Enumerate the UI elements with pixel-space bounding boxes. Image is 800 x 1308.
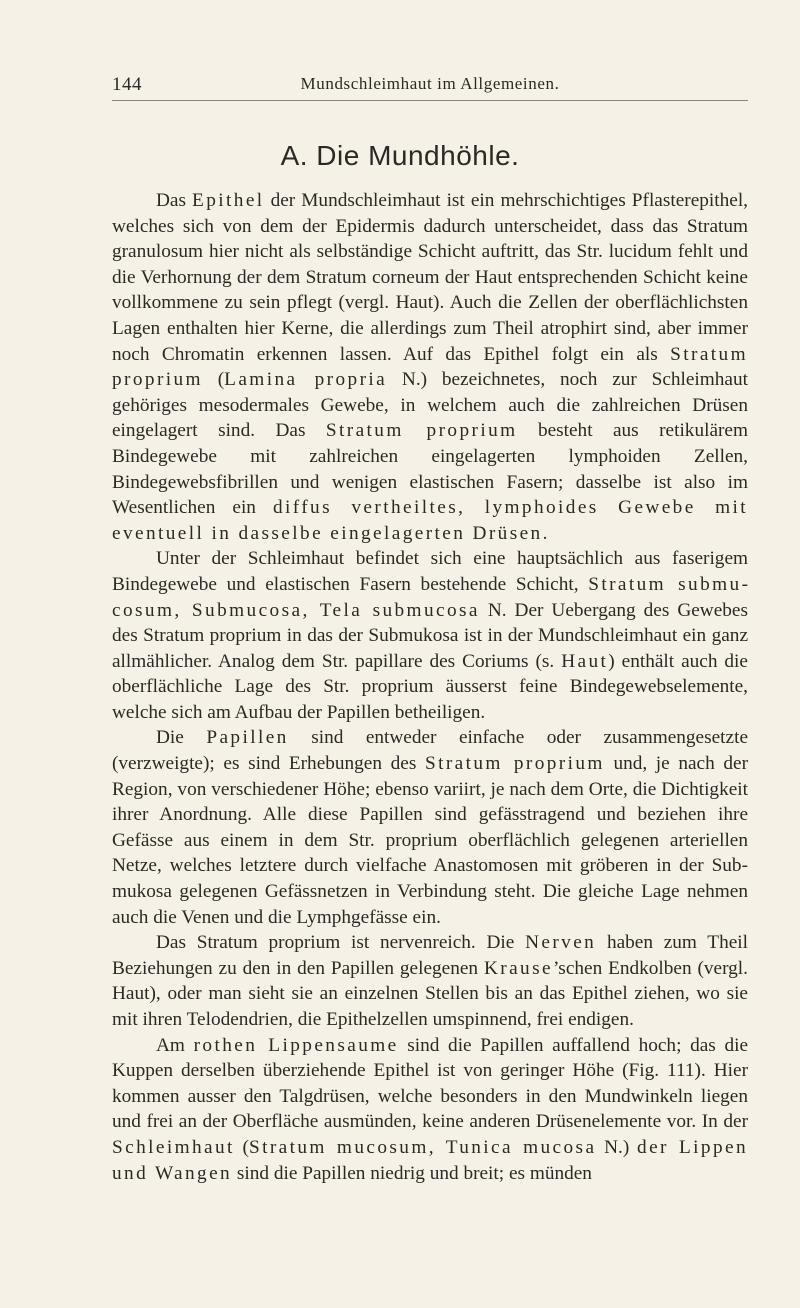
- emphasized-term: Stratum proprium: [325, 420, 518, 442]
- text-run: ’schen Endkolben (vergl. Haut), oder man sieht sie an einzelnen Stellen bis an das Epithel ziehen, wo sie mit ihren Telodendrien, die Epithelzellen umspinnend, frei endigen.: [112, 957, 748, 1030]
- emphasized-term: Haut: [561, 650, 609, 672]
- emphasized-term: diffus vertheiltes, lymphoides Gewebe mit eventuell in dasselbe eingelagerten Drüsen.: [112, 497, 748, 544]
- emphasized-term: Krause: [483, 957, 553, 979]
- text-run: sind entweder einfache oder zusammengesetzte (verzweigte); es sind Erhebungen des: [112, 727, 748, 775]
- emphasized-term: der Lippen und Wangen: [112, 1136, 748, 1184]
- text-run: und, je nach der Region, von verschiedener Höhe; ebenso variirt, je nach dem Orte, die Dichtigkeit ihrer Anordnung. Alle diese Papillen sind gefässtragend und beziehen ihre Gefässe aus einem in dem Str. proprium oberflächlich gelegenen arteriellen Netze, welches letztere durch vielfache Anastomosen mit gröberen in der Submukosa gelegenen Gefässnetzen in Verbindung steht. Die gleiche Lage nehmen auch die Venen und die Lymphgefässe ein.: [112, 753, 748, 928]
- body-text: [112, 188, 748, 1186]
- emphasized-term: rothen Lippensaume: [193, 1034, 399, 1056]
- paragraph-papillen: [112, 725, 748, 930]
- emphasized-term: Epithel: [192, 190, 265, 211]
- text-run: N. Der Uebergang des Gewebes des Stratum proprium in das der Submukosa ist in der Mundschleimhaut ein ganz allmählicher. Analog dem Str. papillare des Coriums (s.: [112, 599, 748, 672]
- text-run: sind die Papillen auffallend hoch; das die Kuppen derselben überziehende Epithel ist von geringer Höhe (Fig. 111). Hier kommen ausser den Talgdrüsen, welche besonders in den Mundwinkeln liegen und frei an der Oberfläche ausmünden, keine anderen Drüsenelemente vor. In der: [112, 1034, 749, 1133]
- emphasized-term: Stratum submucosum, Submucosa, Tela submucosa: [112, 573, 748, 621]
- text-run: ) enthält auch die oberflächliche Lage des Str. proprium äusserst feine Bindegewebselemente, welche sich am Aufbau der Papillen betheiligen.: [112, 650, 748, 723]
- paragraph-nerven: [112, 930, 748, 1032]
- page-number: 144: [112, 74, 142, 95]
- text-run: der Mundschleimhaut ist ein mehrschichtiges Pflasterepithel, welches sich von dem der Epidermis dadurch unterscheidet, dass das Stratum granulosum hier nicht als selbständige Schicht auftritt, das Str. lucidum fehlt und die Verhornung der dem Stratum corneum der Haut entsprechenden Schicht keine vollkommene zu sein pflegt (vergl. Haut). Auch die Zellen der oberflächlichsten Lagen enthalten hier Kerne, die allerdings zum Theil atrophirt sind, aber immer noch Chromatin erkennen lassen. Auf das Epithel folgt ein als: [112, 190, 748, 365]
- emphasized-term: Schleimhaut: [112, 1136, 235, 1158]
- text-run: sind die Papillen niedrig und breit; es münden: [232, 1162, 592, 1184]
- text-run: haben zum Theil Beziehungen zu den in den Papillen gelegenen: [112, 932, 748, 979]
- paragraph-submucosa: [112, 546, 748, 725]
- text-run: Das Stratum proprium ist nervenreich. Die: [156, 932, 526, 954]
- emphasized-term: Stratum proprium: [424, 753, 605, 775]
- emphasized-term: Nerven: [525, 932, 597, 954]
- text-run: N.) bezeichnetes, noch zur Schleimhaut gehöriges mesodermales Gewebe, in welchem auch die zahlreichen Drüsen eingelagert sind. Das: [112, 369, 748, 442]
- text-run: Unter der Schleimhaut befindet sich eine hauptsächlich aus faserigem Bindegewebe und elastischen Fasern bestehende Schicht,: [112, 548, 748, 595]
- text-run: Am: [156, 1034, 194, 1056]
- paragraph-lippensaum: [112, 1033, 748, 1187]
- text-run: besteht aus retikulärem Bindegewebe mit zahlreichen eingelagerten lymphoiden Zellen, Bindegewebsfibrillen und wenigen elastischen Fasern; dasselbe ist also im Wesentlichen ein: [112, 420, 748, 519]
- text-run: Die: [156, 727, 207, 749]
- text-run: (: [202, 369, 225, 391]
- section-heading: A. Die Mundhöhle.: [280, 140, 520, 171]
- running-head: [112, 74, 748, 104]
- text-run: Das: [156, 190, 193, 211]
- text-run: (: [234, 1136, 249, 1158]
- emphasized-term: Stratum proprium: [112, 343, 748, 391]
- text-run: N.): [596, 1136, 638, 1158]
- emphasized-term: Lamina propria: [224, 369, 388, 391]
- header-rule: [112, 100, 748, 101]
- emphasized-term: Stratum mucosum, Tunica mucosa: [248, 1136, 597, 1158]
- paragraph-epithel: [112, 188, 748, 546]
- emphasized-term: Papillen: [206, 727, 289, 749]
- running-title: Mundschleimhaut im Allgemeinen.: [300, 74, 560, 93]
